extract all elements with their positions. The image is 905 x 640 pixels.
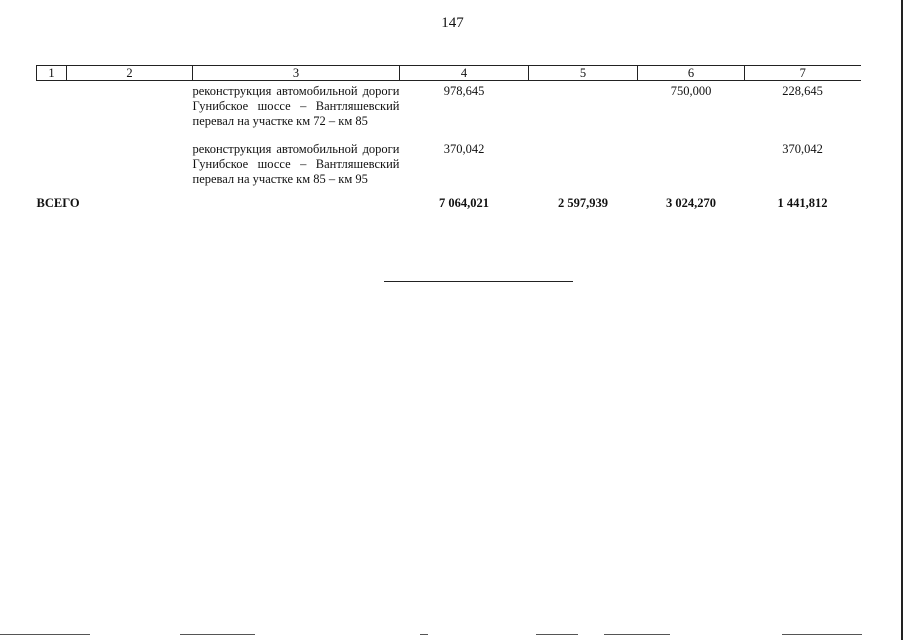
cell-col-4: 370,042 <box>443 142 485 156</box>
total-label: ВСЕГО <box>36 196 80 210</box>
cell-col-6: 750,000 <box>670 84 712 98</box>
header-col-1: 1 <box>37 66 67 81</box>
cell-col-2 <box>67 81 193 130</box>
cell-col-1 <box>37 81 67 130</box>
total-col-6: 3 024,270 <box>666 196 716 210</box>
header-col-2: 2 <box>67 66 193 81</box>
header-col-4: 4 <box>400 66 529 81</box>
total-col-5: 2 597,939 <box>558 196 608 210</box>
cell-col-1 <box>37 129 67 187</box>
cell-col-5 <box>529 129 638 187</box>
scan-edge-marks <box>0 634 905 636</box>
row-description: реконструкция автомобильной дороги Гунибское шоссе – Вантляшевский перевал на участке км 85 – км 95 <box>192 142 400 186</box>
cell-col-2 <box>67 129 193 187</box>
cell-col-3 <box>193 187 400 211</box>
cell-col-7: 228,645 <box>782 84 823 98</box>
header-col-3: 3 <box>193 66 400 81</box>
budget-table <box>36 65 861 211</box>
total-col-4: 7 064,021 <box>439 196 489 210</box>
table-header-row <box>37 66 861 81</box>
page-number: 147 <box>441 15 464 31</box>
end-of-table-rule <box>384 281 573 282</box>
header-col-7: 7 <box>745 66 861 81</box>
total-row <box>37 187 861 211</box>
page-frame-right-edge <box>901 0 903 640</box>
cell-col-7: 370,042 <box>782 142 823 156</box>
table-row <box>37 81 861 130</box>
header-col-5: 5 <box>529 66 638 81</box>
header-col-6: 6 <box>638 66 745 81</box>
cell-col-4: 978,645 <box>443 84 485 98</box>
cell-col-5 <box>529 81 638 130</box>
total-col-7: 1 441,812 <box>777 196 828 210</box>
row-description: реконструкция автомобильной дороги Гунибское шоссе – Вантляшевский перевал на участке км 72 – км 85 <box>192 84 400 128</box>
cell-col-6 <box>638 129 745 187</box>
table-row <box>37 129 861 187</box>
